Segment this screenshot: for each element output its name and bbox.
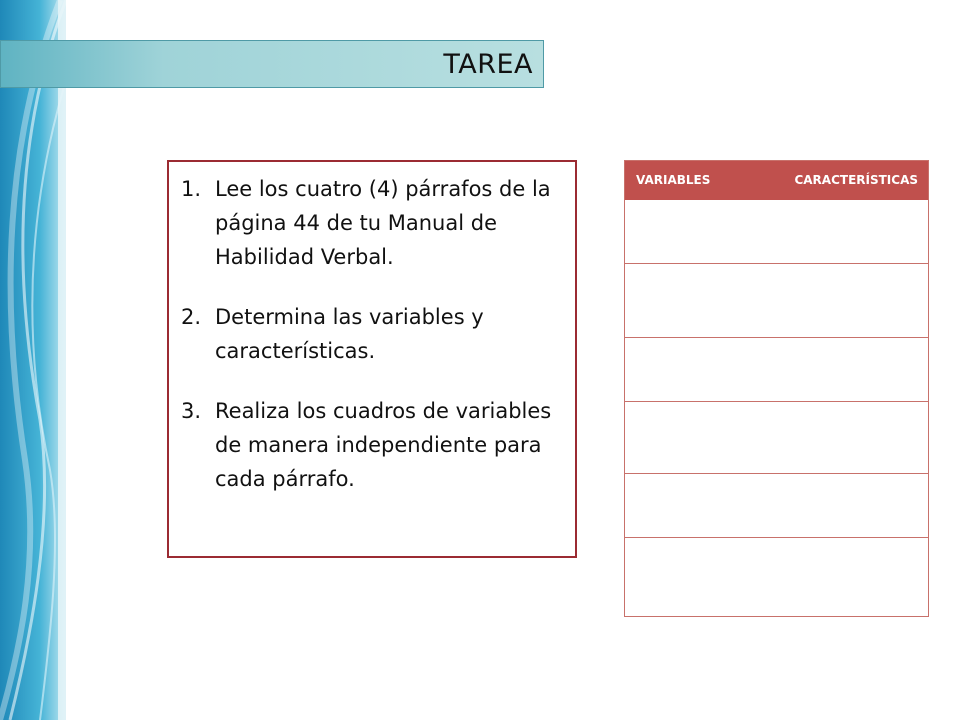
header-caracteristicas: CARACTERÍSTICAS	[794, 173, 918, 187]
task-text: Realiza los cuadros de variables de manera independiente para cada párrafo.	[215, 399, 552, 491]
task-text: Lee los cuatro (4) párrafos de la página 44 de tu Manual de Habilidad Verbal.	[215, 177, 551, 269]
table-row	[625, 200, 928, 264]
table-row	[625, 402, 928, 474]
task-number: 2.	[181, 305, 202, 329]
wave-decoration	[0, 0, 66, 720]
task-text: Determina las variables y características.	[215, 305, 484, 363]
decorative-side-band	[0, 0, 66, 720]
header-variables: VARIABLES	[636, 173, 711, 187]
table-header	[625, 161, 928, 200]
title-bar	[0, 40, 544, 88]
table-row	[625, 474, 928, 538]
task-number: 3.	[181, 399, 202, 423]
task-list	[181, 172, 563, 522]
task-list-box	[167, 160, 577, 558]
slide-title: TAREA	[443, 49, 533, 80]
task-item	[181, 394, 563, 496]
task-item	[181, 172, 563, 274]
task-number: 1.	[181, 177, 202, 201]
table-row	[625, 338, 928, 402]
variables-table	[624, 160, 929, 617]
table-row	[625, 538, 928, 617]
task-item	[181, 300, 563, 368]
table-row	[625, 264, 928, 338]
